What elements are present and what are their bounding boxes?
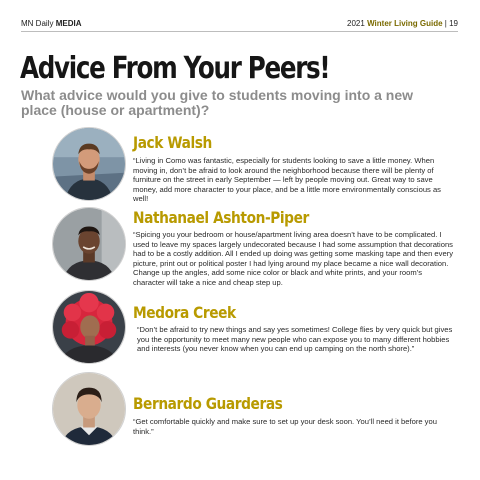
year: 2021: [347, 19, 365, 28]
portrait-illustration: [53, 373, 125, 445]
person-quote: “Spicing you your bedroom or house/apartment living area doesn’t have to be complicated. I used to leave my spaces largely undecorated because I had some assumption that decorations had to be a costly addition. All I ended up doing was getting some masking tape and then every picture, print out or political poster I had lying around my place became a nice wall decoration. Change up the angles, add some nice color or black and white prints, and your room’s character will take a nice and cheap step up.: [133, 230, 453, 287]
person-quote: “Get comfortable quickly and make sure to set up your desk soon. You’ll need it before you think.”: [133, 417, 437, 436]
person-quote: “Living in Como was fantastic, especially for students looking to save a little money. When moving in, don’t be afraid to look around the neighborhood because there will be plenty of furniture on the street in early September — left by people moving out. Great way to save money, add more character to your place, and be a little more environmentally conscious as well!: [133, 156, 441, 204]
section-name: MEDIA: [55, 19, 82, 28]
running-header-guide: [347, 19, 458, 28]
portrait-photo: [52, 127, 126, 201]
person-quote: “Don’t be afraid to try new things and say yes sometimes! College flies by very quick but gives you the opportunity to meet many new people who can expose you to many different hobbies and interests (you never know when you can end up camping on the north shore).”: [137, 325, 453, 354]
article-question: What advice would you give to students moving into a new place (house or apartment)?: [21, 87, 414, 118]
article-title: Advice From Your Peers!: [20, 51, 330, 86]
portrait-photo: [52, 290, 126, 364]
header-separator: |: [444, 19, 447, 28]
header-rule: [21, 31, 458, 32]
guide-name: Winter Living Guide: [367, 19, 443, 28]
portrait-photo: [52, 372, 126, 446]
portrait-photo: [52, 207, 126, 281]
running-header-publication: [21, 19, 81, 28]
person-name: Bernardo Guarderas: [133, 394, 283, 413]
publication-name: MN Daily: [21, 19, 54, 28]
person-name: Nathanael Ashton-Piper: [133, 208, 309, 227]
portrait-illustration: [53, 208, 125, 280]
person-name: Medora Creek: [133, 303, 236, 322]
person-name: Jack Walsh: [133, 133, 212, 152]
portrait-illustration: [53, 291, 125, 363]
portrait-illustration: [53, 128, 125, 200]
page-number: 19: [449, 19, 458, 28]
